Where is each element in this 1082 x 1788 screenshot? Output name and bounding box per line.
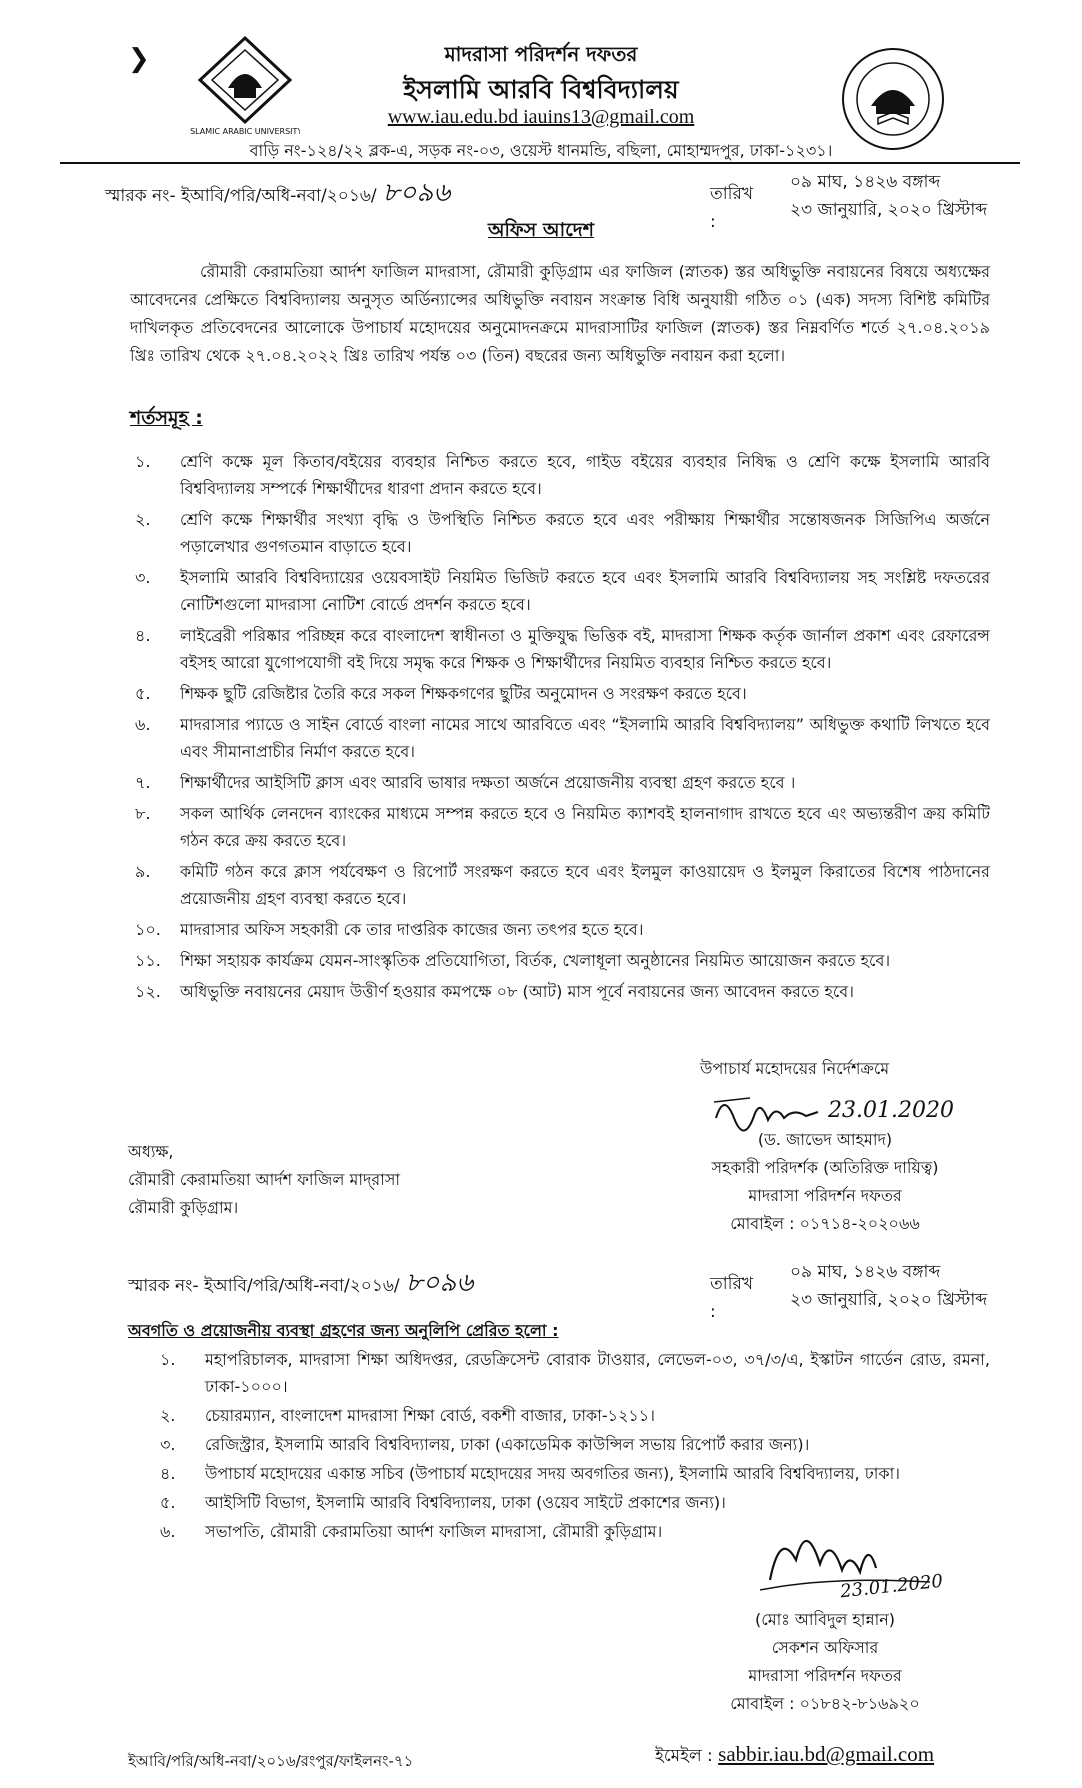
signer-1-designation: সহকারী পরিদর্শক (অতিরিক্ত দায়িত্ব) xyxy=(711,1158,939,1177)
condition-item: ৩. ইসলামি আরবি বিশ্ববিদ্যায়ের ওয়েবসাইট নিয়মিত ভিজিট করতে হবে এবং ইসলামি আরবি বিশ্ববিদ্যালয় সহ সংশ্লিষ্ট দফতরের নোটিশগুলো মাদরাসা নোটিশ বোর্ডে প্রদর্শন করতে হবে। xyxy=(135,568,990,614)
signer-2-name: (মোঃ আবিদুল হান্নান) xyxy=(754,1610,896,1629)
condition-item: ১১. শিক্ষা সহায়ক কার্যক্রম যেমন-সাংস্কৃতিক প্রতিযোগিতা, বির্তক, খেলাধূলা অনুষ্ঠানের নিয়মিত আয়োজন করতে হবে। xyxy=(135,951,891,970)
signer-2-block xyxy=(670,1606,980,1718)
condition-item: ৯. কমিটি গঠন করে ক্লাস পর্যবেক্ষণ ও রিপোর্ট সংরক্ষণ করতে হবে এবং ইলমুল কাওয়ায়েদ ও ইলমুল কিরাতের বিশেষ পাঠদানের প্রয়োজনীয় গ্রহণ ব্যবস্থা করতে হবে। xyxy=(135,862,990,908)
web-email-line[interactable]: www.iau.edu.bd iauins13@gmail.com xyxy=(387,106,695,128)
logo-caption: ISLAMIC ARABIC UNIVERSITY xyxy=(190,127,300,136)
cc-item: ৬. সভাপতি, রৌমারী কেরামতিয়া আর্দশ ফাজিল মাদরাসা, রৌমারী কুড়িগ্রাম। xyxy=(160,1522,663,1541)
addressee-institution: রৌমারী কেরামতিয়া আর্দশ ফাজিল মাদ্‌রাসা xyxy=(128,1170,401,1189)
signer-1-mobile: মোবাইল : ০১৭১৪-২০২০৬৬ xyxy=(730,1214,920,1233)
memo-number-2 xyxy=(128,1262,473,1306)
page-title: অফিস আদেশ xyxy=(488,219,594,241)
conditions-heading: শর্তসমূহ : xyxy=(130,407,203,429)
order-by-line: উপাচার্য মহোদয়ের নির্দেশক্রমে xyxy=(700,1059,890,1078)
signature-1-date: 23.01.2020 xyxy=(828,1098,954,1123)
cc-heading: অবগতি ও প্রয়োজনীয় ব্যবস্থা গ্রহণের জন্য অনুলিপি প্রেরিত হলো : xyxy=(128,1321,559,1340)
signer-1-block xyxy=(670,1126,980,1238)
date-2-gregorian: ২৩ জানুয়ারি, ২০২০ খ্রিস্টাব্দ xyxy=(790,1290,988,1310)
cc-item: ১. মহাপরিচালক, মাদরাসা শিক্ষা অধিদপ্তর, রেডক্রিসেন্ট বোরাক টাওয়ার, লেভেল-০৩, ৩৭/৩/এ, ইস্কাটন গার্ডেন রোড, রমনা, ঢাকা-১০০০। xyxy=(160,1350,990,1396)
cc-item: ২. চেয়ারম্যান, বাংলাদেশ মাদরাসা শিক্ষা বোর্ড, বকশী বাজার, ঢাকা-১২১১। xyxy=(160,1406,655,1425)
email-label: ইমেইল : xyxy=(655,1746,713,1766)
body-paragraph: রৌমারী কেরামতিয়া আর্দশ ফাজিল মাদরাসা, রৌমারী কুড়িগ্রাম এর ফাজিল (স্নাতক) স্তর অধিভুক্তি নবায়নের বিষয়ে অধ্যক্ষের আবেদনের প্রেক্ষিতে বিশ্ববিদ্যালয় অনুসৃত অর্ডিন্যান্সের অধিভুক্তি নবায়ন সংক্রান্ত বিধি অনুযায়ী গঠিত ০১ (এক) সদস্য বিশিষ্ট কমিটির দাখিলকৃত প্রতিবেদনের আলোকে উপাচার্য মহোদয়ের অনুমোদনক্রমে মাদরাসাটির ফাজিল (স্নাতক) স্তর নিম্নবর্ণিত শর্তে ২৭.০৪.২০১৯ খ্রিঃ তারিখ থেকে ২৭.০৪.২০২২ খ্রিঃ তারিখ পর্যন্ত ০৩ (তিন) বছরের জন্য অধিভুক্তি নবায়ন করা হলো। xyxy=(130,262,990,365)
file-reference: ইআবি/পরি/অধি-নবা/২০১৬/রংপুর/ফাইলনং-৭১ xyxy=(128,1752,414,1770)
memo-number xyxy=(105,172,450,216)
email-address[interactable]: sabbir.iau.bd@gmail.com xyxy=(718,1742,935,1766)
condition-item: ৮. সকল আর্থিক লেনদেন ব্যাংকের মাধ্যমে সম্পন্ন করতে হবে ও নিয়মিত ক্যাশবই হালনাগাদ রাখতে হবে এং অভ্যন্তরীণ ক্রয় কমিটি গঠন করে ক্রয় করতে হবে। xyxy=(135,804,990,850)
memo-label: স্মারক নং- ইআবি/পরি/অধি-নবা/২০১৬/ xyxy=(105,186,377,206)
addressee-title: অধ্যক্ষ, xyxy=(128,1142,174,1161)
condition-item: ৫. শিক্ষক ছুটি রেজিষ্টার তৈরি করে সকল শিক্ষকগণের ছুটির অনুমোদন ও সংরক্ষণ করতে হবে। xyxy=(135,684,747,703)
cc-list xyxy=(160,1346,990,1547)
signer-2-mobile: মোবাইল : ০১৮৪২-৮১৬৯২০ xyxy=(730,1694,920,1713)
signer-2-office: মাদরাসা পরিদর্শন দফতর xyxy=(748,1666,902,1685)
condition-item: ৬. মাদরাসার প্যাডে ও সাইন বোর্ডে বাংলা নামের সাথে আরবিতে এবং “ইসলামি আরবি বিশ্ববিদ্যালয়” অধিভুক্ত কথাটি লিখতে হবে এবং সীমানাপ্রাচীর নির্মাণ করতে হবে। xyxy=(135,715,990,761)
date-label: তারিখ : xyxy=(710,184,754,232)
corner-mark: ❯ xyxy=(128,44,150,74)
header-divider xyxy=(60,162,1020,164)
signer-2-designation: সেকশন অফিসার xyxy=(771,1638,879,1657)
university-name: ইসলামি আরবি বিশ্ববিদ্যালয় xyxy=(403,75,679,104)
cc-item: ৫. আইসিটি বিভাগ, ইসলামি আরবি বিশ্ববিদ্যালয়, ঢাকা (ওয়েব সাইটে প্রকাশের জন্য)। xyxy=(160,1493,726,1512)
condition-item: ২. শ্রেণি কক্ষে শিক্ষার্থীর সংখ্যা বৃদ্ধি ও উপস্থিতি নিশ্চিত করতে হবে এবং পরীক্ষায় শিক্ষার্থীর সন্তোষজনক সিজিপিএ অর্জনে পড়ালেখার গুণগতমান বাড়াতে হবে। xyxy=(135,510,990,556)
memo-handwritten-number: ৮০৯৬ xyxy=(382,178,451,208)
cc-item: ৪. উপাচার্য মহোদয়ের একান্ত সচিব (উপাচার্য মহোদয়ের সদয় অবগতির জন্য), ইসলামি আরবি বিশ্ববিদ্যালয়, ঢাকা। xyxy=(160,1464,900,1483)
date-2-bangla: ০৯ মাঘ, ১৪২৬ বঙ্গাব্দ xyxy=(790,1262,941,1282)
date-bangla: ০৯ মাঘ, ১৪২৬ বঙ্গাব্দ xyxy=(790,172,941,192)
conditions-list xyxy=(135,448,990,1009)
office-address: বাড়ি নং-১২৪/২২ ব্লক-এ, সড়ক নং-০৩, ওয়েস্ট ধানমন্ডি, বছিলা, মোহাম্মদপুর, ঢাকা-১২৩১। xyxy=(249,141,833,160)
condition-item: ৭. শিক্ষার্থীদের আইসিটি ক্লাস এবং আরবি ভাষার দক্ষতা অর্জনে প্রয়োজনীয় ব্যবস্থা গ্রহণ করতে হবে । xyxy=(135,773,796,792)
condition-item: ৪. লাইব্রেরী পরিষ্কার পরিচ্ছন্ন করে বাংলাদেশ স্বাধীনতা ও মুক্তিযুদ্ধ ভিত্তিক বই, মাদরাসা শিক্ষক কর্তৃক জার্নাল প্রকাশ এবং রেফারেন্স বইসহ আরো যুগোপযোগী বই দিয়ে সমৃদ্ধ করে শিক্ষক ও শিক্ষার্থীদের নিয়মিত ব্যবহার নিশ্চিত করতে হবে। xyxy=(135,626,990,672)
memo-2-handwritten-number: ৮০৯৬ xyxy=(405,1268,474,1298)
memo-2-label: স্মারক নং- ইআবি/পরি/অধি-নবা/২০১৬/ xyxy=(128,1276,400,1296)
signer-1-name: (ড. জাভেদ আহমাদ) xyxy=(757,1130,893,1149)
condition-item: ১০. মাদরাসার অফিস সহকারী কে তার দাপ্তরিক কাজের জন্য তৎপর হতে হবে। xyxy=(135,920,644,939)
signature-2-date: 23.01.2020 xyxy=(839,1570,944,1603)
condition-item: ১. শ্রেণি কক্ষে মূল কিতাব/বইয়ের ব্যবহার নিশ্চিত করতে হবে, গাইড বইয়ের ব্যবহার নিষিদ্ধ ও শ্রেণি কক্ষে ইসলামি আরবি বিশ্ববিদ্যালয় সম্পর্কে শিক্ষার্থীদের ধারণা প্রদান করতে হবে। xyxy=(135,452,990,498)
office-name: মাদরাসা পরিদর্শন দফতর xyxy=(444,42,638,66)
condition-item: ১২. অধিভুক্তি নবায়নের মেয়াদ উত্তীর্ণ হওয়ার কমপক্ষে ০৮ (আট) মাস পূর্বে নবায়নের জন্য আবেদন করতে হবে। xyxy=(135,982,854,1001)
date-gregorian: ২৩ জানুয়ারি, ২০২০ খ্রিস্টাব্দ xyxy=(790,200,988,220)
addressee-location: রৌমারী কুড়িগ্রাম। xyxy=(128,1198,239,1217)
signer-1-office: মাদরাসা পরিদর্শন দফতর xyxy=(748,1186,902,1205)
cc-item: ৩. রেজিস্ট্রার, ইসলামি আরবি বিশ্ববিদ্যালয়, ঢাকা (একাডেমিক কাউন্সিল সভায় রিপোর্ট করার জন্য)। xyxy=(160,1435,810,1454)
email-line xyxy=(655,1742,934,1771)
addressee-block xyxy=(128,1138,400,1222)
date-2-label: তারিখ : xyxy=(710,1274,754,1322)
